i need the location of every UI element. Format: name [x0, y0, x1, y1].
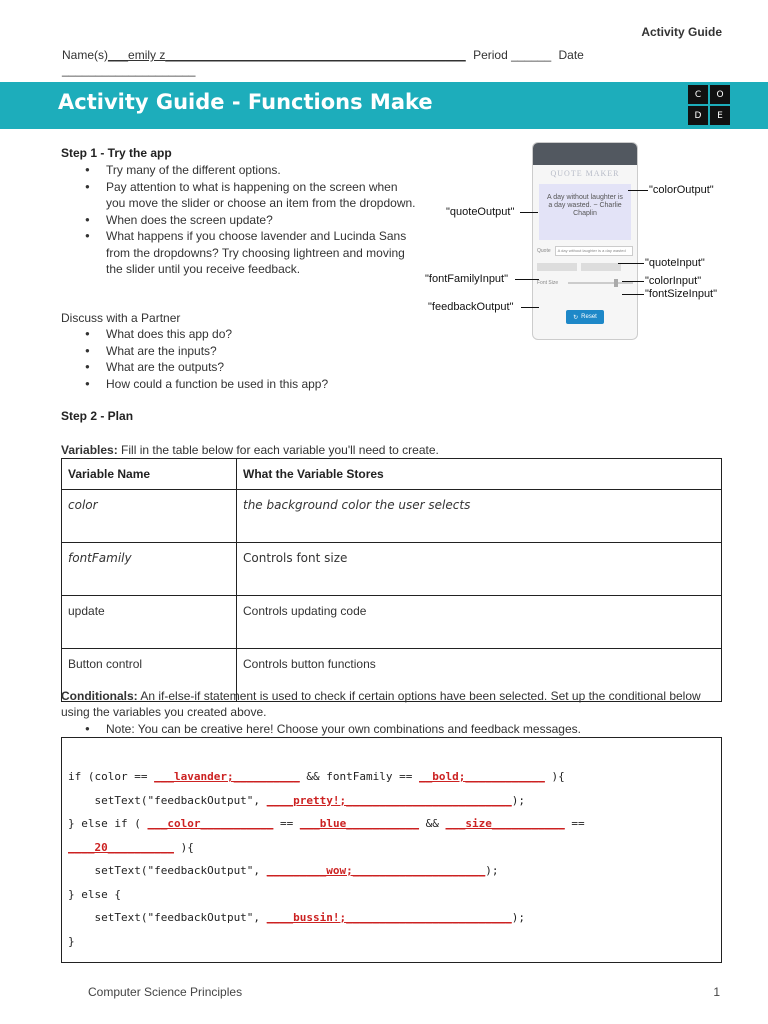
list-item: ● When does the screen update? [61, 212, 417, 229]
list-item: ● Pay attention to what is happening on the screen when you move the slider or choose an item from the dropdown. [61, 179, 417, 212]
variables-table [61, 458, 722, 702]
list-item: ● What does this app do? [61, 326, 417, 343]
list-item: ● Try many of the different options. [61, 162, 417, 179]
font-size-row [537, 278, 633, 288]
variable-stores-cell[interactable]: Controls updating code [237, 596, 722, 649]
code-text: setText("feedbackOutput", [68, 911, 267, 924]
code-box [61, 737, 722, 963]
app-screenshot [532, 142, 638, 340]
app-title: QUOTE MAKER [550, 169, 620, 178]
variable-stores-cell[interactable]: the background color the user selects [237, 490, 722, 543]
list-item: ● What are the outputs? [61, 359, 417, 376]
code-text: setText("feedbackOutput", [68, 793, 267, 807]
reset-button[interactable] [566, 310, 604, 324]
logo-letter: C [688, 85, 708, 104]
quote-label: Quote [537, 248, 551, 254]
table-header-row [62, 459, 722, 490]
code-blank[interactable]: ___lavander;__________ [154, 770, 300, 783]
code-text: ); [485, 864, 499, 877]
feedback-output [537, 292, 633, 300]
variable-stores-cell[interactable]: Controls button functions [237, 649, 722, 702]
list-item: ● Note: You can be creative here! Choose your own combinations and feedback messages. [61, 721, 721, 738]
variable-name-cell[interactable]: color [62, 490, 237, 543]
code-blank[interactable]: ___blue___________ [299, 817, 420, 830]
table-row [62, 543, 722, 596]
quote-input-label: "quoteInput" [645, 257, 705, 269]
code-blank[interactable]: __bold;____________ [419, 770, 545, 783]
quote-output: A day without laughter is a day wasted. ~ Charlie Chaplin [539, 184, 631, 240]
step1-bullets [61, 162, 417, 278]
list-item: ● What happens if you choose lavender and Lucinda Sans from the dropdowns? Try choosing lightreen and moving the slider until you receive feedback. [61, 228, 417, 278]
name-line: _____________________________________________ [165, 48, 466, 62]
variables-label: Variables: [61, 443, 118, 457]
code-blank[interactable]: ____20__________ [68, 840, 174, 854]
step2-title: - Plan [97, 409, 134, 423]
page-title: Activity Guide - Functions Make [58, 90, 433, 114]
code-text: if (color == [68, 770, 155, 783]
name-prefix: ___ [108, 48, 129, 62]
font-size-input-label: "fontSizeInput" [645, 288, 718, 300]
variable-name-cell[interactable]: fontFamily [62, 543, 237, 596]
arrow [628, 190, 648, 191]
code-blank[interactable]: ___size___________ [445, 817, 565, 830]
quote-output-label: "quoteOutput" [446, 206, 515, 218]
name-label: Name(s) [62, 48, 109, 62]
font-size-slider[interactable] [568, 282, 633, 284]
variables-instructions: Fill in the table below for each variable you'll need to create. [117, 443, 439, 457]
code-org-logo [688, 85, 730, 125]
code-text: && fontFamily == [299, 770, 420, 783]
arrow [521, 307, 539, 308]
arrow [622, 281, 644, 282]
discuss-bullets [61, 326, 417, 392]
font-family-input-label: "fontFamilyInput" [425, 273, 509, 285]
code-text: setText("feedbackOutput", [68, 864, 267, 877]
date-label: Date [558, 48, 584, 62]
quote-input[interactable]: A day without laughter is a day wasted [555, 246, 633, 256]
variables-intro [61, 443, 439, 457]
code-block [62, 738, 721, 953]
code-text: && [419, 817, 446, 830]
font-family-dropdown[interactable] [537, 263, 577, 271]
list-item: ● How could a function be used in this app? [61, 376, 417, 393]
variable-name-cell[interactable]: Button control [62, 649, 237, 702]
refresh-icon: ↻ [573, 314, 579, 321]
name-value[interactable]: emily z [128, 48, 166, 62]
column-header: Variable Name [62, 459, 237, 490]
code-blank[interactable]: ____pretty!;_________________________ [266, 793, 512, 807]
quote-input-row [537, 246, 633, 256]
code-text: } else if ( [68, 817, 148, 830]
step1-heading [61, 146, 172, 160]
color-input-label: "colorInput" [645, 275, 702, 287]
page-number: 1 [713, 985, 720, 999]
step2-label: Step 2 [61, 409, 98, 423]
table-row [62, 490, 722, 543]
column-header: What the Variable Stores [237, 459, 722, 490]
feedback-output-label: "feedbackOutput" [428, 301, 514, 313]
code-blank[interactable]: _________wow;____________________ [266, 864, 486, 877]
code-text: ){ [544, 770, 565, 783]
variable-name-cell[interactable]: update [62, 596, 237, 649]
conditionals-instructions: An if-else-if statement is used to check if certain options have been selected. Set up the conditional below using the variables you created above. [61, 689, 701, 719]
code-text: } else { [68, 887, 121, 901]
header-doc-type: Activity Guide [641, 25, 722, 39]
code-text: ){ [173, 840, 194, 854]
footer-course: Computer Science Principles [88, 985, 243, 999]
logo-letter: O [710, 85, 730, 104]
reset-label: Reset [581, 314, 597, 320]
arrow [515, 279, 539, 280]
step2-heading [61, 409, 133, 423]
conditionals-intro [61, 688, 725, 720]
logo-letter: D [688, 106, 708, 125]
arrow [622, 294, 644, 295]
discuss-heading: Discuss with a Partner [61, 311, 181, 325]
color-output-label: "colorOutput" [649, 184, 714, 196]
code-text: == [273, 817, 300, 830]
code-text: } [68, 934, 75, 948]
period-label[interactable]: Period ______ [473, 48, 552, 62]
step1-title: - Try the app [97, 146, 172, 160]
arrow [520, 212, 538, 213]
arrow [618, 263, 644, 264]
step1-label: Step 1 [61, 146, 98, 160]
code-blank[interactable]: ____bussin!;_________________________ [266, 911, 512, 924]
list-item: ● What are the inputs? [61, 343, 417, 360]
phone-top-bar [533, 143, 637, 165]
code-blank[interactable]: ___color___________ [147, 817, 274, 830]
font-size-label: Font Size [537, 280, 559, 286]
code-text: == [564, 817, 585, 830]
logo-letter: E [710, 106, 730, 125]
name-period-date-line [62, 48, 722, 78]
color-dropdown[interactable] [581, 263, 621, 271]
variable-stores-cell[interactable]: Controls font size [237, 543, 722, 596]
conditionals-label: Conditionals: [61, 689, 138, 703]
date-line[interactable]: ____________________ [62, 63, 196, 77]
table-row [62, 596, 722, 649]
conditionals-note-list [61, 721, 721, 738]
code-text: ); [511, 793, 525, 807]
slider-handle[interactable] [614, 279, 618, 287]
code-text: ); [511, 911, 525, 924]
